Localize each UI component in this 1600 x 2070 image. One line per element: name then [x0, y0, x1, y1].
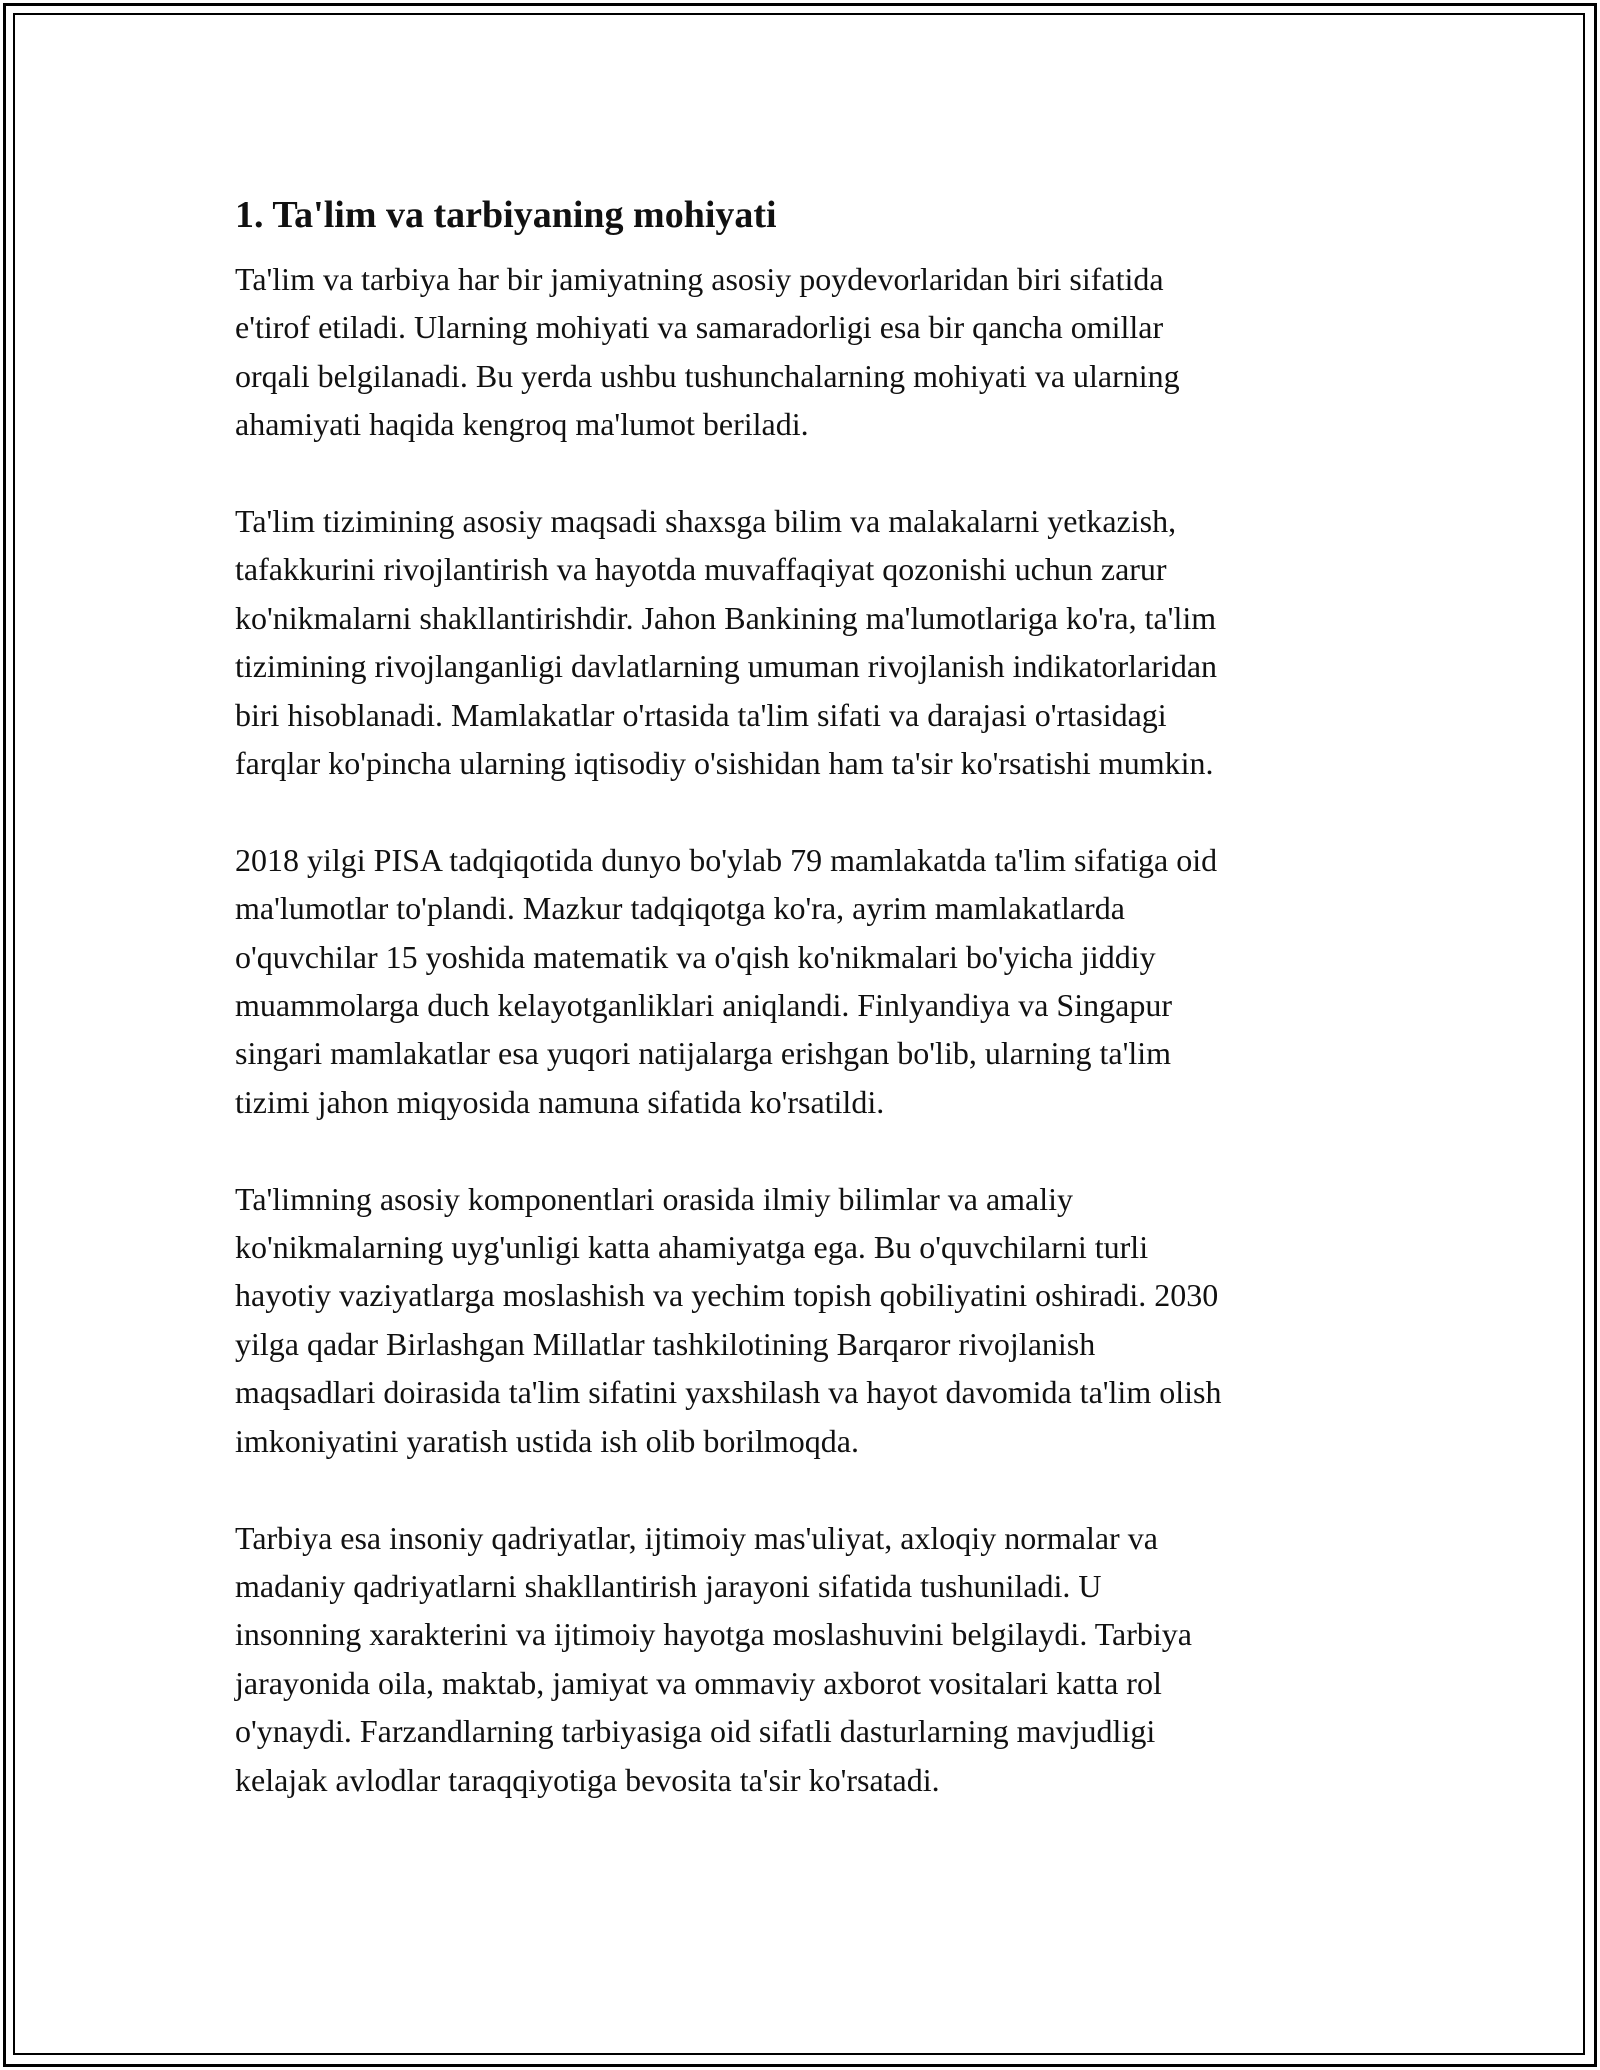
paragraph-line: tizimining rivojlanganligi davlatlarning umuman rivojlanish indikatorlaridan — [235, 648, 1218, 685]
paragraph-line: Ta'lim tizimining asosiy maqsadi shaxsga bilim va malakalarni yetkazish, — [235, 503, 1177, 540]
paragraph-line: insonning xarakterini va ijtimoiy hayotga moslashuvini belgilaydi. Tarbiya — [235, 1616, 1192, 1653]
paragraph-3 — [235, 836, 1375, 1126]
paragraph-line: ma'lumotlar to'plandi. Mazkur tadqiqotga ko'ra, ayrim mamlakatlarda — [235, 890, 1125, 927]
paragraph-line: farqlar ko'pincha ularning iqtisodiy o'sishidan ham ta'sir ko'rsatishi mumkin. — [235, 745, 1214, 782]
paragraph-line: jarayonida oila, maktab, jamiyat va ommaviy axborot vositalari katta rol — [235, 1664, 1162, 1701]
paragraph-line: 2018 yilgi PISA tadqiqotida dunyo bo'ylab 79 mamlakatda ta'lim sifatiga oid — [235, 841, 1218, 878]
paragraph-line: maqsadlari doirasida ta'lim sifatini yaxshilash va hayot davomida ta'lim olish — [235, 1374, 1222, 1411]
paragraph-line: muammolarga duch kelayotganliklari aniqlandi. Finlyandiya va Singapur — [235, 987, 1172, 1024]
paragraph-line: madaniy qadriyatlarni shakllantirish jarayoni sifatida tushuniladi. U — [235, 1567, 1102, 1604]
paragraph-line: singari mamlakatlar esa yuqori natijalarga erishgan bo'lib, ularning ta'lim — [235, 1035, 1171, 1072]
paragraph-line: o'quvchilar 15 yoshida matematik va o'qish ko'nikmalari bo'yicha jiddiy — [235, 938, 1156, 975]
paragraph-line: Ta'lim va tarbiya har bir jamiyatning asosiy poydevorlaridan biri sifatida — [235, 261, 1164, 297]
paragraph-line: kelajak avlodlar taraqqiyotiga bevosita ta'sir ko'rsatadi. — [235, 1761, 940, 1798]
paragraph-line: e'tirof etiladi. Ularning mohiyati va samaradorligi esa bir qancha omillar — [235, 309, 1164, 346]
paragraph-1 — [235, 255, 1375, 449]
paragraph-line: hayotiy vaziyatlarga moslashish va yechim topish qobiliyatini oshiradi. 2030 — [235, 1277, 1219, 1314]
paragraph-line: o'ynaydi. Farzandlarning tarbiyasiga oid sifatli dasturlarning mavjudligi — [235, 1713, 1156, 1750]
document-body — [235, 185, 1375, 1852]
paragraph-line: ko'nikmalarning uyg'unligi katta ahamiyatga ega. Bu o'quvchilarni turli — [235, 1229, 1149, 1266]
section-heading: 1. Ta'lim va tarbiyaning mohiyati — [235, 194, 777, 236]
paragraph-line: ko'nikmalarni shakllantirishdir. Jahon Bankining ma'lumotlariga ko'ra, ta'lim — [235, 599, 1217, 636]
paragraph-line: orqali belgilanadi. Bu yerda ushbu tushunchalarning mohiyati va ularning — [235, 357, 1180, 394]
paragraph-line: yilga qadar Birlashgan Millatlar tashkilotining Barqaror rivojlanish — [235, 1325, 1096, 1362]
paragraph-5 — [235, 1514, 1375, 1804]
paragraph-line: ahamiyati haqida kengroq ma'lumot beriladi. — [235, 406, 809, 443]
paragraph-2 — [235, 497, 1375, 787]
paragraph-line: Tarbiya esa insoniy qadriyatlar, ijtimoiy mas'uliyat, axloqiy normalar va — [235, 1519, 1158, 1556]
paragraph-line: tizimi jahon miqyosida namuna sifatida ko'rsatildi. — [235, 1083, 885, 1120]
paragraph-line: biri hisoblanadi. Mamlakatlar o'rtasida ta'lim sifati va darajasi o'rtasidagi — [235, 696, 1167, 733]
paragraph-line: tafakkurini rivojlantirish va hayotda muvaffaqiyat qozonishi uchun zarur — [235, 551, 1167, 588]
paragraph-line: Ta'limning asosiy komponentlari orasida ilmiy bilimlar va amaliy — [235, 1180, 1074, 1217]
paragraph-4 — [235, 1175, 1375, 1465]
paragraph-line: imkoniyatini yaratish ustida ish olib borilmoqda. — [235, 1422, 859, 1459]
